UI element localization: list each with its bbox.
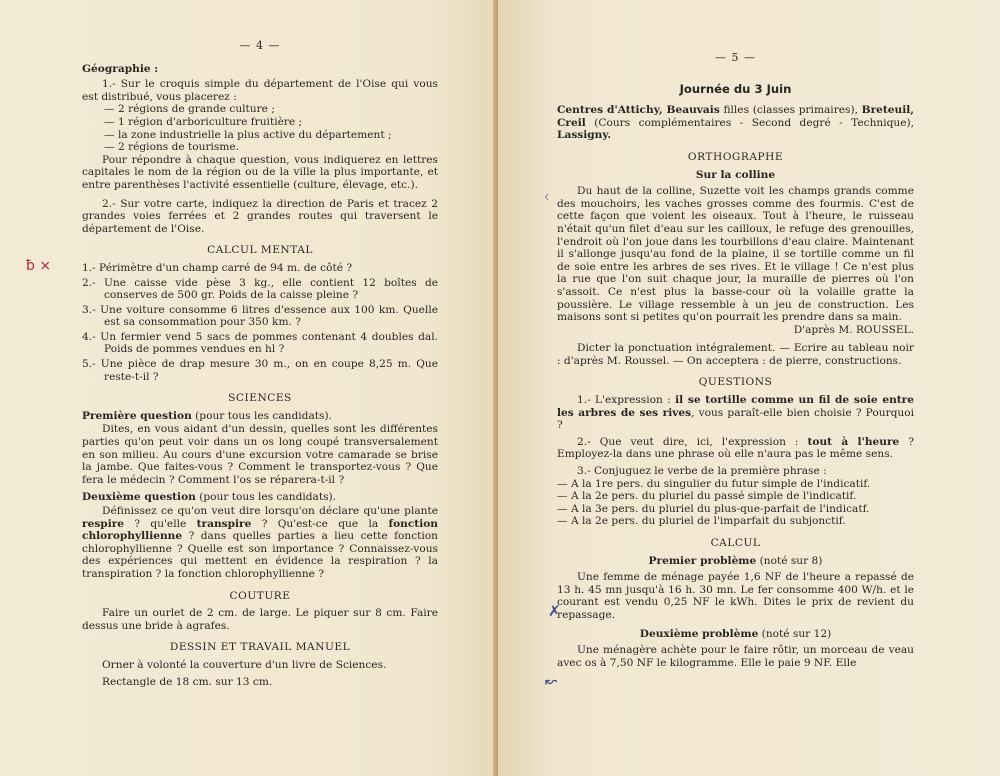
geography-instructions: Pour répondre à chaque question, vous indiquerez en lettres capitales le nom de la région ou de la ville la plus importante, et entre parenthèses l'activité essentielle (culture, élevage, etc.). xyxy=(82,153,438,191)
geography-item: — 2 régions de grande culture ; xyxy=(104,103,275,116)
problem-1-text: Une femme de ménage payée 1,6 NF de l'heure a repassé de 13 h. 45 mn jusqu'à 16 h. 30 mn. Le fer consomme 400 W/h. et le courant est vendu 0,25 NF le kWh. Dites le prix de revient du repassage. xyxy=(557,571,914,621)
orthographe-heading: ORTHOGRAPHE xyxy=(687,150,784,163)
question-3: 3.- Conjuguez le verbe de la première phrase : xyxy=(577,465,827,478)
problem-2-text: Une ménagère achète pour le faire rôtir, un morceau de veau avec os à 7,50 NF le kilogramme. Elle le paie 9 NF. Elle xyxy=(557,644,914,669)
question-1: 1.- L'expression : il se tortille comme un fil de soie entre les arbres de ses rives, vous paraît-elle bien choisie ? Pourquoi ? xyxy=(557,394,915,432)
exam-centres: Centres d'Attichy, Beauvais filles (classes primaires), Breteuil, Creil (Cours complémentaires - Second degré - Technique), Lassigny. xyxy=(557,104,914,142)
geography-heading: Géographie : xyxy=(82,62,159,75)
right-page-content xyxy=(557,52,914,669)
conjugation-item: — A la 3e pers. du pluriel du plus-que-parfait de l'indicatf. xyxy=(557,502,870,515)
question-2: 2.- Que veut dire, ici, l'expression : tout à l'heure ? Employez-la dans une phrase où elle n'aura pas le même sens. xyxy=(557,435,914,461)
problem-1-heading: Premier problème (noté sur 8) xyxy=(648,554,823,567)
page-number-4: — 4 — xyxy=(239,39,281,52)
science-question-2-heading: Deuxième question (pour tous les candidats). xyxy=(82,491,337,504)
geography-item: — 2 régions de tourisme. xyxy=(104,141,240,154)
sciences-heading: SCIENCES xyxy=(228,392,292,405)
left-page-content xyxy=(82,40,438,688)
dictation-title: Sur la colline xyxy=(695,168,776,181)
conjugation-item: — A la 2e pers. du pluriel du passé simple de l'indicatif. xyxy=(557,490,857,503)
geography-item: — 1 région d'arboriculture fruitière ; xyxy=(104,115,303,128)
conjugation-item: — A la 2e pers. du pluriel de l'imparfait du subjonctif. xyxy=(557,515,846,528)
handwritten-mark: ✗ xyxy=(548,602,561,620)
calcul-mental-item: 5.- Une pièce de drap mesure 30 m., on en coupe 8,25 m. Que reste-t-il ? xyxy=(82,358,438,383)
dictation-author: D'après M. ROUSSEL. xyxy=(793,323,914,336)
calcul-heading: CALCUL xyxy=(710,537,761,549)
left-page xyxy=(0,0,498,776)
dessin-line: Rectangle de 18 cm. sur 13 cm. xyxy=(102,675,273,688)
dessin-heading: DESSIN ET TRAVAIL MANUEL xyxy=(169,641,351,654)
calcul-mental-heading: CALCUL MENTAL xyxy=(207,244,313,257)
science-question-1-heading: Première question (pour tous les candidats). xyxy=(82,409,332,422)
questions-heading: QUESTIONS xyxy=(698,376,773,389)
page-title: Journée du 3 Juin xyxy=(679,81,792,96)
dessin-line: Orner à volonté la couverture d'un livre de Sciences. xyxy=(102,658,387,671)
problem-2-heading: Deuxième problème (noté sur 12) xyxy=(639,627,832,640)
handwritten-mark: ƀ × xyxy=(26,258,52,274)
geography-question-2: 2.- Sur votre carte, indiquez la direction de Paris et tracez 2 grandes voies ferrées et 2 grandes routes qui traversent le département de l'Oise. xyxy=(82,197,438,235)
calcul-mental-item: 2.- Une caisse vide pèse 3 kg., elle contient 12 boîtes de conserves de 500 gr. Poids de la caisse pleine ? xyxy=(82,276,438,302)
right-page xyxy=(498,0,1000,776)
calcul-mental-item: 1.- Périmètre d'un champ carré de 94 m. de côté ? xyxy=(82,261,353,274)
page-number-5: — 5 — xyxy=(715,51,756,64)
geography-item: — la zone industrielle la plus active du département ; xyxy=(104,128,392,141)
handwritten-mark: ↜ xyxy=(545,672,558,690)
handwritten-mark: ᚲ xyxy=(542,188,552,206)
geography-question-1: 1.- Sur le croquis simple du département de l'Oise qui vous est distribué, vous placerez : xyxy=(82,78,438,103)
conjugation-item: — A la 1re pers. du singulier du futur simple de l'indicatif. xyxy=(557,477,871,490)
couture-heading: COUTURE xyxy=(229,589,291,602)
calcul-mental-item: 3.- Une voiture consomme 6 litres d'essence aux 100 km. Quelle est sa consommation pour 350 km. ? xyxy=(82,303,438,329)
couture-text: Faire un ourlet de 2 cm. de large. Le piquer sur 8 cm. Faire dessus une bride à agrafes. xyxy=(82,607,438,632)
science-question-2-text: Définissez ce qu'on veut dire lorsqu'on déclare qu'une plante respire ? qu'elle transpire ? Qu'est-ce que la fonction chlorophyllienne ? dans quelles parties a lieu cette fonction chlorophyllienne ? Quelle est son importance ? Connaissez-vous des expériences qui mettent en évidence la respiration ? la transpiration ? la fonction chlorophyllienne ? xyxy=(82,505,438,580)
calcul-mental-item: 4.- Un fermier vend 5 sacs de pommes contenant 4 doubles dal. Poids de pommes vendues en hl ? xyxy=(82,330,438,356)
dictation-instructions: Dicter la ponctuation intégralement. — Ecrire au tableau noir : d'après M. Roussel. — On acceptera : de pierre, constructions. xyxy=(557,342,914,367)
dictation-text: Du haut de la colline, Suzette voit les champs grands comme des mouchoirs, les vaches grosses comme des fourmis. C'est de cette façon que voient les oiseaux. Tout à l'heure, le ruisseau n'était qu'un filet d'eau sur les cailloux, le refuge des grenouilles, l'endroit où l'on joue dans les tourbillons d'eau claire. Maintenant il s'allonge jusqu'au fond de la plaine, il se tortille comme un fil de soie entre les arbres de ses rives. Et le village ! Ce n'est plus la rue que l'on suit chaque jour, la muraille de pierres où l'on s'assoit. Ce n'est plus la basse-cour où la volaille gratte la poussière. Le village ressemble à un jeu de construction. Les maisons sont si petites qu'on pourrait les prendre dans sa main. xyxy=(557,185,914,324)
science-question-1-text: Dites, en vous aidant d'un dessin, quelles sont les différentes parties qu'on peut voir dans un os long coupé transversalement en son milieu. Au cours d'une excursion votre camarade se brise la jambe. Que faites-vous ? Comment le transportez-vous ? Que fera le médecin ? Comment l'os se réparera-t-il ? xyxy=(82,423,438,486)
